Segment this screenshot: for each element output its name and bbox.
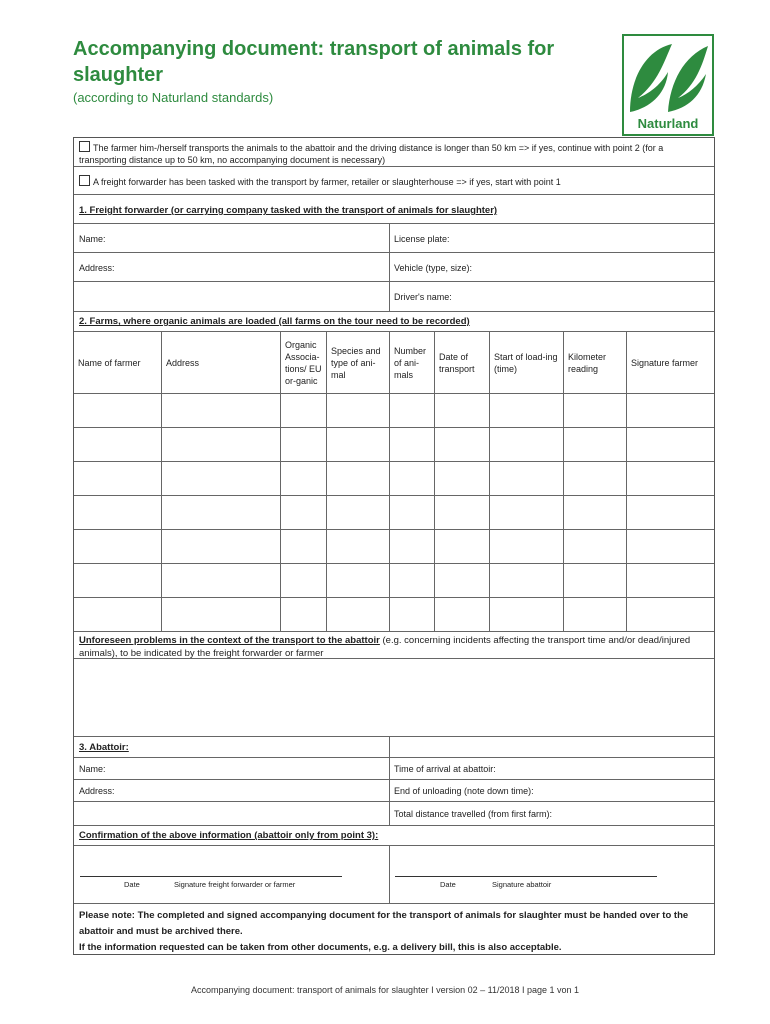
problems-text: (e.g. concerning incidents affecting the transport time and/or dead/injured animals), to be indicated by the freight forwarder or farmer: [79, 635, 691, 659]
col-kilometer-reading: Kilometer reading: [563, 332, 626, 393]
farm-table-row[interactable]: [74, 496, 714, 530]
col-start-of-loading: Start of load-ing (time): [489, 332, 563, 393]
page-title: Accompanying document: transport of animals for slaughter: [73, 38, 555, 86]
license-plate-field[interactable]: License plate:: [394, 234, 450, 244]
signature-line-forwarder[interactable]: [80, 876, 342, 877]
abattoir-name-field[interactable]: Name:: [79, 764, 106, 774]
section-1-heading: 1. Freight forwarder (or carrying company tasked with the transport of animals for slaughter): [79, 205, 498, 216]
abattoir-address-field[interactable]: Address:: [79, 786, 115, 796]
section-3-heading-row: [74, 737, 714, 758]
signature-row: [74, 846, 714, 904]
intro-option-2-text: A freight forwarder has been tasked with the transport by farmer, retailer or slaughterhouse => if yes, start with point 1: [93, 177, 561, 187]
col-address: Address: [161, 332, 280, 393]
forwarder-row-1: [74, 224, 714, 253]
date-label-1: Date: [124, 880, 140, 889]
intro-option-1-text: The farmer him-/herself transports the animals to the abattoir and the driving distance is longer than 50 km => if yes, continue with point 2 (for a transporting distance up to 50 km, no accompanying document is necessary): [79, 143, 664, 165]
page-footer: Accompanying document: transport of animals for slaughter I version 02 – 11/2018 I page 1 von 1: [190, 985, 580, 995]
section-1-heading-row: [74, 195, 714, 224]
forwarder-row-2: [74, 253, 714, 282]
unloading-time-field[interactable]: End of unloading (note down time):: [394, 786, 534, 796]
col-organic-associations: Organic Associa-tions/ EU or-ganic: [280, 332, 326, 393]
farm-table-row[interactable]: [74, 462, 714, 496]
signature-label-forwarder: Signature freight forwarder or farmer: [174, 880, 296, 889]
col-name-of-farmer: Name of farmer: [78, 357, 141, 368]
farm-table-row[interactable]: [74, 564, 714, 598]
farms-table-header: [74, 332, 714, 394]
forwarder-name-field[interactable]: Name:: [79, 234, 106, 244]
farm-table-row[interactable]: [74, 530, 714, 564]
arrival-time-field[interactable]: Time of arrival at abattoir:: [394, 764, 496, 774]
vehicle-field[interactable]: Vehicle (type, size):: [394, 263, 473, 273]
page-subtitle: (according to Naturland standards): [73, 90, 274, 105]
note-line-2: If the information requested can be taken from other documents, e.g. a delivery bill, this is also acceptable.: [79, 942, 562, 953]
signature-label-abattoir: Signature abattoir: [492, 880, 552, 889]
forwarder-address-field[interactable]: Address:: [79, 263, 115, 273]
confirmation-heading-row: [74, 826, 714, 846]
checkbox[interactable]: [79, 141, 90, 152]
farm-table-row[interactable]: [74, 394, 714, 428]
col-signature-farmer: Signature farmer: [626, 332, 714, 393]
confirmation-heading: Confirmation of the above information (abattoir only from point 3):: [79, 830, 379, 841]
problems-area[interactable]: [74, 659, 714, 737]
intro-option-1-row: [74, 138, 714, 167]
col-number-of-animals: Number of ani-mals: [389, 332, 434, 393]
intro-option-2-row: [74, 167, 714, 195]
logo-text: Naturland: [637, 116, 699, 131]
problems-heading-row: [74, 632, 714, 659]
abattoir-row-1: [74, 758, 714, 780]
forwarder-row-3: [74, 282, 714, 312]
form-frame: [73, 137, 715, 955]
section-2-heading-row: [74, 312, 714, 332]
col-species: Species and type of ani-mal: [326, 332, 389, 393]
total-distance-field[interactable]: Total distance travelled (from first farm):: [394, 809, 553, 819]
farm-table-row[interactable]: [74, 598, 714, 632]
problems-heading: Unforeseen problems in the context of the transport to the abattoir: [79, 635, 380, 646]
note-line-1: Please note: The completed and signed accompanying document for the transport of animals for slaughter must be handed over to the abattoir and must be archived there.: [79, 910, 689, 937]
date-label-2: Date: [440, 880, 456, 889]
abattoir-row-2: [74, 780, 714, 802]
checkbox[interactable]: [79, 175, 90, 186]
section-3-heading: 3. Abattoir:: [79, 742, 129, 753]
farm-table-row[interactable]: [74, 428, 714, 462]
note-box: [74, 904, 714, 960]
section-2-heading: 2. Farms, where organic animals are loaded (all farms on the tour need to be recorded): [79, 316, 470, 327]
naturland-logo: [622, 34, 714, 136]
leaf-icon: [624, 38, 712, 116]
signature-line-abattoir[interactable]: [395, 876, 657, 877]
abattoir-row-3: [74, 802, 714, 826]
driver-name-field[interactable]: Driver's name:: [394, 292, 452, 302]
col-date-of-transport: Date of transport: [434, 332, 489, 393]
